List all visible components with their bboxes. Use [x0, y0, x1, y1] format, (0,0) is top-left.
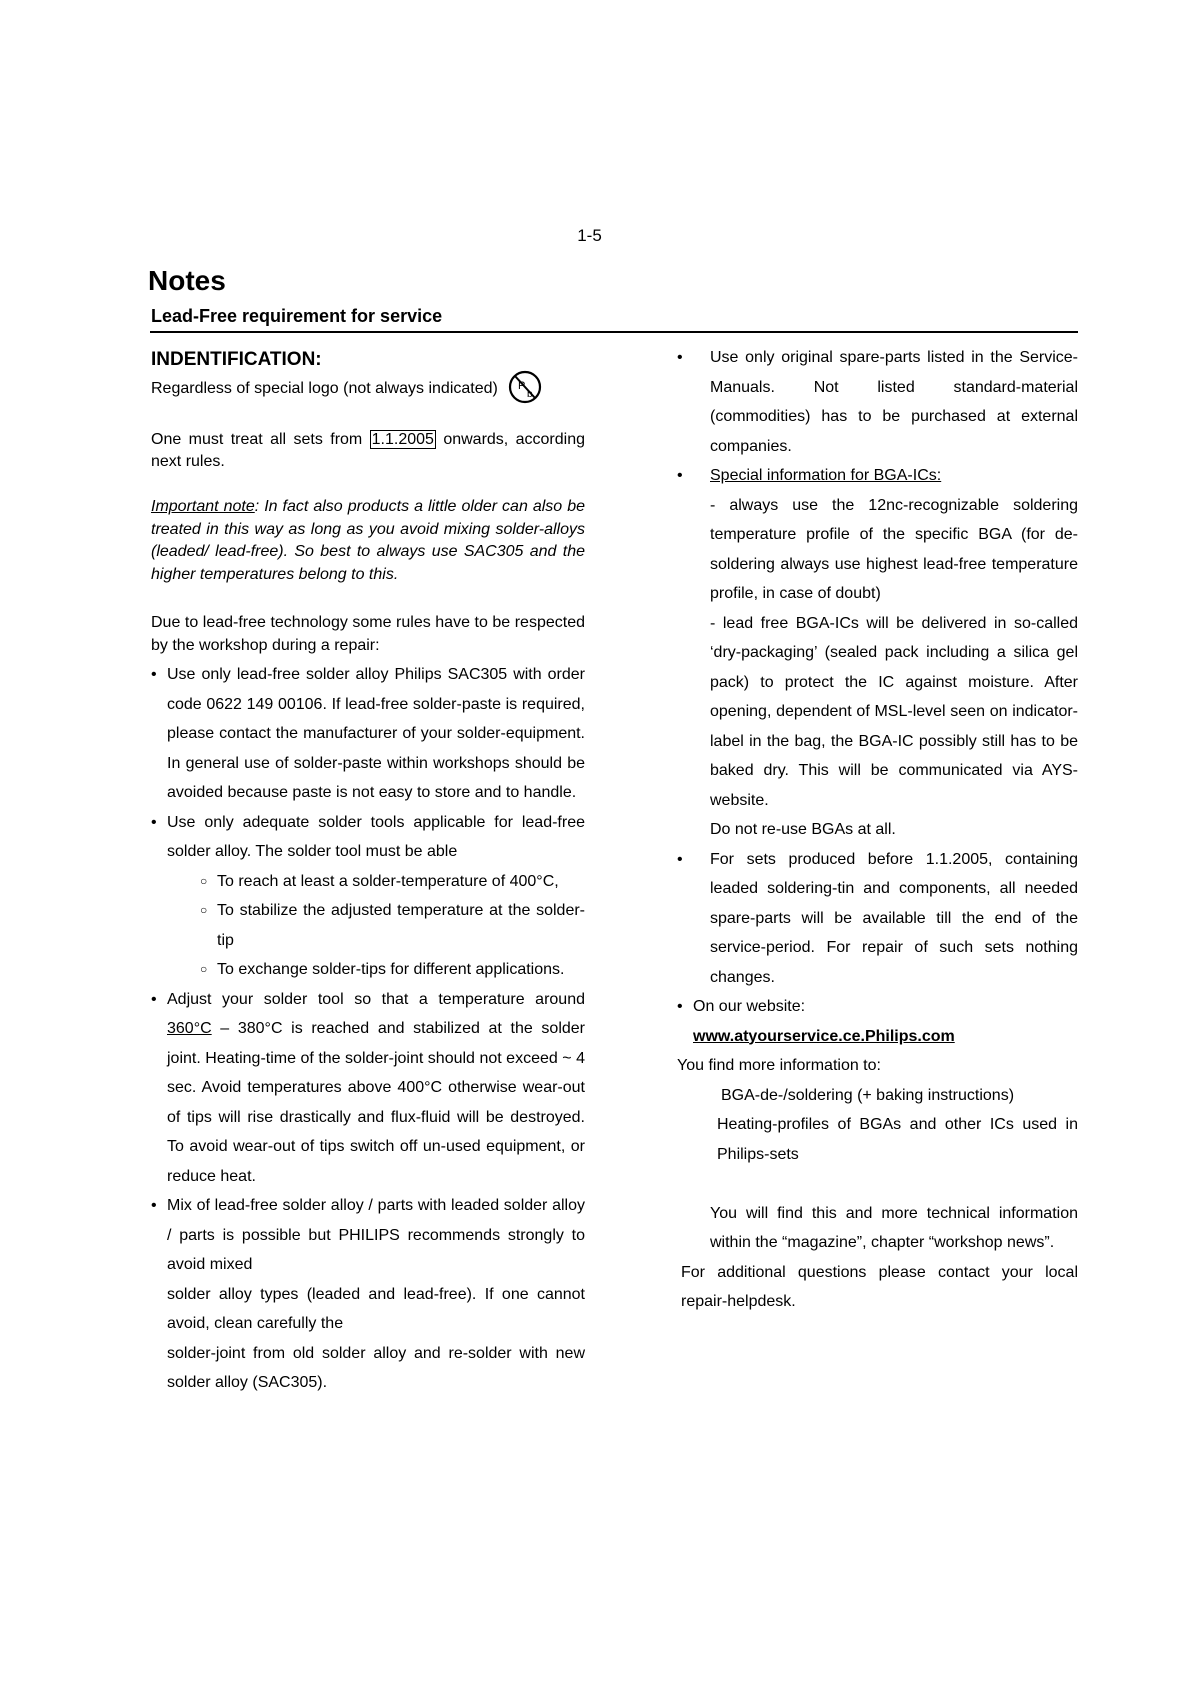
due-paragraph: Due to lead-free technology some rules have to be respected by the workshop during a repair: [151, 614, 585, 654]
page-number: 1-5 [577, 226, 602, 245]
treat-text-after: onwards, according next rules. [151, 430, 586, 470]
adjust-before: Adjust your solder tool so that a temperature around [167, 990, 585, 1008]
spacer [677, 1169, 1078, 1199]
section-subtitle: Lead-Free requirement for service [151, 306, 443, 326]
rules-list [151, 660, 585, 1398]
logo-paragraph [151, 372, 585, 406]
important-note [151, 496, 585, 586]
lead-free-logo-icon [508, 370, 542, 404]
sub-item-temperature: ○ To reach at least a solder-temperature of 400°C, [200, 867, 585, 897]
info-bga-soldering: BGA-de-/soldering (+ baking instructions) [721, 1086, 1015, 1104]
rule-adjust-temperature [151, 985, 585, 1192]
page-title: Notes [148, 265, 226, 296]
important-note-label: Important note [151, 498, 255, 515]
sub-item-exchange: ○ To exchange solder-tips for different applications. [200, 955, 585, 985]
logo-letter-b: b [527, 389, 533, 400]
info-heating-profiles: Heating-profiles of BGAs and other ICs used in Philips-sets [717, 1116, 1078, 1163]
find-more-text: You find more information to: [677, 1057, 881, 1074]
regardless-text: Regardless of special logo (not always indicated) [151, 380, 498, 398]
rule-website: • On our website: [677, 992, 1078, 1022]
treat-paragraph [151, 429, 585, 474]
left-column [151, 348, 585, 1398]
magazine-text: You will find this and more technical information within the “magazine”, chapter “workshop news”. [710, 1204, 1078, 1251]
rule-mixing [151, 1191, 585, 1398]
adjust-after: – 380°C is reached and stabilized at the solder joint. Heating-time of the solder-joint should not exceed ~ 4 sec. Avoid temperatures above 400°C otherwise wear-out of tips will rise drastically and flux-fluid will be destroyed. To avoid wear-out of tips switch off un-used equipment, or reduce heat. [167, 1020, 585, 1185]
bga-text-reuse: Do not re-use BGAs at all. [710, 821, 896, 838]
mixing-text-b: solder alloy types (leaded and lead-free). If one cannot avoid, clean carefully the [167, 1285, 585, 1332]
rule-old-sets: • For sets produced before 1.1.2005, containing leaded soldering-tin and components, all needed spare-parts will be available till the end of the service-period. For repair of such sets nothing changes. [677, 845, 1078, 993]
logo-letter-p: P [518, 380, 526, 392]
treat-date: 1.1.2005 [371, 430, 434, 448]
right-list [677, 343, 1078, 1022]
additional-questions-text: For additional questions please contact your local repair-helpdesk. [681, 1263, 1078, 1310]
right-column [677, 343, 1078, 1317]
title-divider [150, 331, 1078, 333]
rule-bga-info [677, 461, 1078, 845]
bga-heading: • Special information for BGA-ICs: [710, 467, 942, 484]
rule-sac305: • Use only lead-free solder alloy Philips SAC305 with order code 0622 149 00106. If lead-free solder-paste is required, please contact the manufacturer of your solder-equipment. In general use of solder-paste within workshops should be avoided because paste is not easy to store and to handle. [151, 660, 585, 808]
mixing-text-c: solder-joint from old solder alloy and re-solder with new solder alloy (SAC305). [167, 1344, 585, 1391]
bga-text-packaging: - lead free BGA-ICs will be delivered in so-called ‘dry-packaging’ (sealed pack including a silica gel pack) to protect the IC against moisture. After opening, dependent of MSL-level seen on indicator-label in the bag, the BGA-IC possibly still has to be baked dry. This will be communicated via AYS-website. [710, 614, 1078, 809]
rule-solder-tools-text: Use only adequate solder tools applicable for lead-free solder alloy. The solder tool must be able [167, 813, 585, 860]
sub-item-stabilize: ○ To stabilize the adjusted temperature at the solder-tip [200, 896, 585, 955]
identification-heading: INDENTIFICATION: [151, 349, 322, 370]
website-link[interactable]: www.atyourservice.ce.Philips.com [693, 1027, 955, 1045]
rule-original-spare-parts: • Use only original spare-parts listed in the Service-Manuals. Not listed standard-material (commodities) has to be purchased at external companies. [677, 343, 1078, 461]
rule-solder-tools [151, 808, 585, 985]
important-note-text: : In fact also products a little older can also be treated in this way as long as you avoid mixing solder-alloys (leaded/ lead-free). So best to always use SAC305 and the higher temperatures belong to this. [151, 498, 586, 583]
treat-text-before: One must treat all sets from [151, 430, 370, 448]
adjust-temp: 360°C [167, 1020, 212, 1037]
mixing-text-a: • Mix of lead-free solder alloy / parts with leaded solder alloy / parts is possible but PHILIPS recommends strongly to avoid mixed [167, 1197, 585, 1273]
bga-text-profile: - always use the 12nc-recognizable soldering temperature profile of the specific BGA (for de-soldering always use highest lead-free temperature profile, in case of doubt) [710, 496, 1078, 602]
solder-tool-sublist [167, 867, 585, 985]
